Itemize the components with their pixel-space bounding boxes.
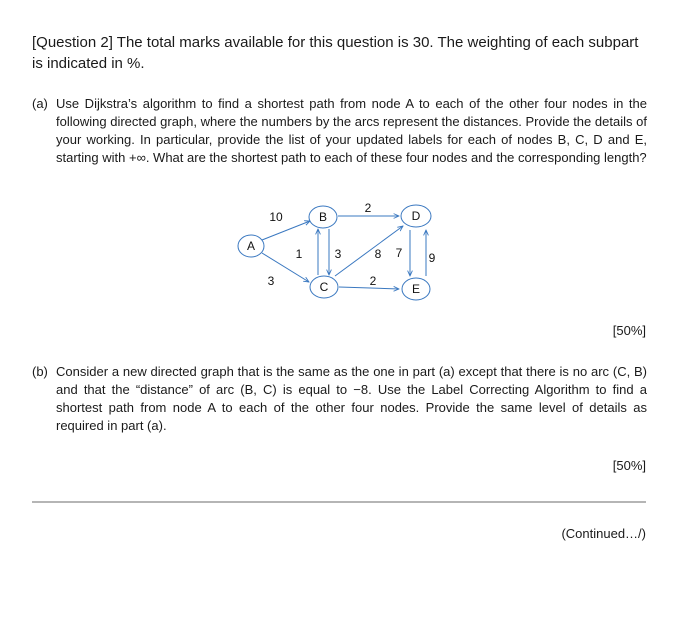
part-b-weight: [50%] [612,458,646,473]
node-e-label: E [411,282,421,296]
node-b-label: B [318,210,328,224]
directed-graph [226,196,446,308]
part-b-label: (b) [32,364,48,379]
arc-c-b-label: 1 [295,247,303,261]
node-d-label: D [411,209,421,223]
part-b-text: Consider a new directed graph that is the same as the one in part (a) except that there is no arc (C, B) and that the “distance” of arc (B, C) is equal to −8. Use the Label Correcting Algorithm to find a shortest path from node A to each of the other four nodes. Provide the same level of details as required in part (a). [56,364,647,433]
continued-note: (Continued…/) [561,526,646,541]
arc-d-e-label: 7 [395,246,403,260]
arc-a-b-label: 10 [269,210,283,224]
node-c-label: C [319,280,329,294]
arc-b-c-label: 3 [334,247,342,261]
part-a-label: (a) [32,96,48,111]
part-a-weight: [50%] [612,323,646,338]
part-a-text: Use Dijkstra’s algorithm to find a shortest path from node A to each of the other four nodes in the following directed graph, where the numbers by the arcs represent the distances. Provide the details of your working. In particular, provide the list of your updated labels for each of nodes B, C, D and E, starting with +∞. What are the shortest path to each of these four nodes and the corresponding length? [56,96,647,165]
arc-c-e-label: 2 [369,274,377,288]
arc-b-d-label: 2 [364,201,372,215]
question-header: [Question 2] The total marks available for this question is 30. The weighting of each subpart is indicated in %. [32,34,639,72]
arc-c-d [335,226,403,276]
arc-c-d-label: 8 [374,247,382,261]
part-b [32,363,647,435]
node-a-label: A [246,239,256,253]
arc-a-c-label: 3 [267,274,275,288]
part-a [32,95,647,167]
section-divider [32,501,646,503]
arc-e-d-label: 9 [428,251,436,265]
